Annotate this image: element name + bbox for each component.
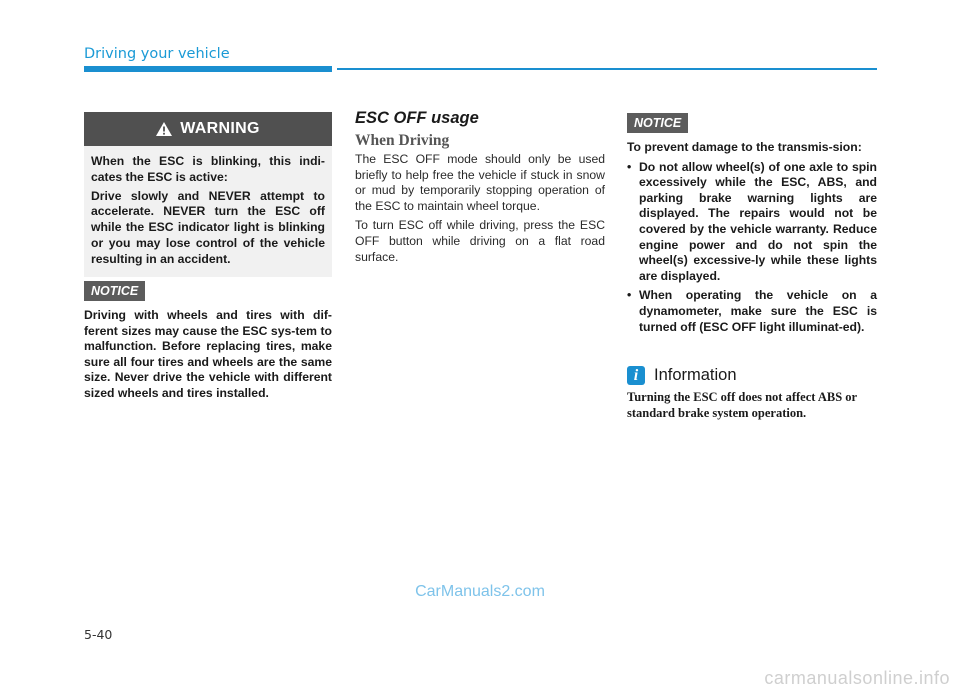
information-text: Turning the ESC off does not affect ABS or standard brake system operation. <box>627 390 857 420</box>
esc-off-paragraph: To turn ESC off while driving, press the ESC OFF button while driving on a flat road surface. <box>355 218 605 264</box>
info-icon: i <box>627 366 645 385</box>
information-title: Information <box>654 366 737 384</box>
esc-off-subtitle: When Driving <box>355 132 450 149</box>
section-title: Driving your vehicle <box>84 46 230 62</box>
page-number: 5-40 <box>84 627 113 642</box>
notice-right-list <box>627 160 877 336</box>
warning-header <box>84 112 332 146</box>
list-item <box>627 160 877 285</box>
notice-right-intro: To prevent damage to the transmis-sion: <box>627 140 862 154</box>
bullet-icon: • <box>627 159 632 174</box>
bullet-icon: • <box>627 288 632 303</box>
warning-body <box>84 146 332 268</box>
warning-box <box>84 112 332 277</box>
warning-label: WARNING <box>180 120 260 137</box>
footer-watermark: carmanualsonline.info <box>764 668 950 688</box>
notice-left-text: Driving with wheels and tires with dif-ferent sizes may cause the ESC sys-tem to malfunction. Before replacing tires, make sure all four tires and wheels are the same size. Never drive the vehicle with different sized wheels and tires installed. <box>84 308 332 400</box>
notice-badge-right: NOTICE <box>627 113 688 133</box>
watermark-link[interactable]: CarManuals2.com <box>415 583 545 600</box>
list-item <box>627 288 877 335</box>
information-header <box>627 366 737 385</box>
warning-triangle-icon <box>156 122 172 136</box>
notice-right-body <box>627 140 877 339</box>
esc-off-body <box>355 152 605 269</box>
header-rule-thin <box>337 68 877 70</box>
warning-paragraph: Drive slowly and NEVER attempt to accelerate. NEVER turn the ESC off while the ESC indicator light is blinking or you may lose control of the vehicle resulting in an accident. <box>91 188 325 266</box>
notice-badge-left: NOTICE <box>84 281 145 301</box>
esc-off-paragraph: The ESC OFF mode should only be used briefly to help free the vehicle if stuck in snow or mud by temporarily stopping operation of the ESC to maintain wheel torque. <box>355 152 605 213</box>
list-item-text: Do not allow wheel(s) of one axle to spin excessively while the ESC, ABS, and parking brake warning lights are displayed. The repairs would not be covered by the vehicle warranty. Reduce engine power and do not spin the wheel(s) excessive-ly while these lights are displayed. <box>639 159 877 283</box>
list-item-text: When operating the vehicle on a dynamometer, make sure the ESC is turned off (ESC OFF light illuminat-ed). <box>639 288 877 334</box>
warning-paragraph: When the ESC is blinking, this indi-cates the ESC is active: <box>91 154 325 184</box>
header-rule-thick <box>84 66 332 72</box>
esc-off-title: ESC OFF usage <box>355 109 479 127</box>
